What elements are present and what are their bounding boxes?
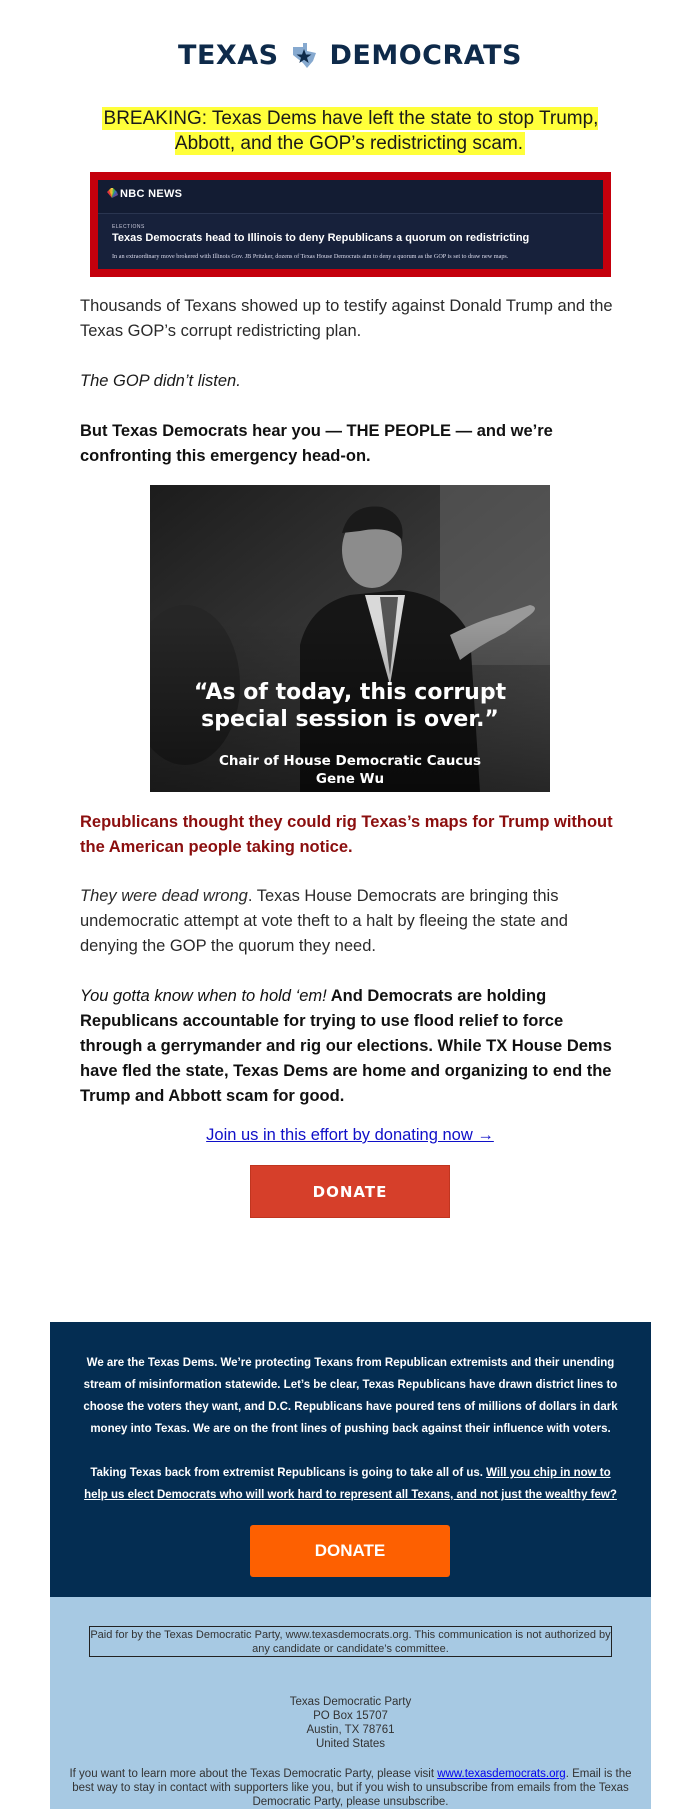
- paragraph-5-emphasis: They were dead wrong: [80, 887, 248, 905]
- unsubscribe-text: [60, 1767, 641, 1809]
- body-paragraph-2: The GOP didn’t listen.: [80, 372, 241, 390]
- footer-about-section: [50, 1322, 651, 1597]
- photo-quote-line-1: “As of today, this corrupt: [193, 680, 507, 705]
- donate-button[interactable]: DONATE: [250, 1165, 450, 1218]
- fine-print-after: . Email is the best way to stay in contact with supporters like you, but if you wish to unsubscribe from emails from the Texas Democratic Party, please unsubscribe.: [72, 1768, 632, 1808]
- body-paragraph-6: [80, 984, 625, 1109]
- body-paragraph-3: But Texas Democrats hear you — THE PEOPLE — and we’re confronting this emergency head-on.: [80, 422, 553, 465]
- news-headline: Texas Democrats head to Illinois to deny Republicans a quorum on redistricting: [112, 232, 530, 244]
- news-card-topbar: [98, 180, 603, 214]
- paragraph-6-emphasis: You gotta know when to hold ‘em!: [80, 987, 327, 1005]
- news-section-label: ELECTIONS: [112, 224, 145, 230]
- paid-for-disclaimer: Paid for by the Texas Democratic Party, www.texasdemocrats.org. This communication is not authorized by any candidate or candidate’s committee.: [89, 1626, 612, 1657]
- photo-caption-line-2: Gene Wu: [315, 771, 385, 787]
- news-subhead: In an extraordinary move brokered with Illinois Gov. JB Pritzker, dozens of Texas House Democrats aim to deny a quorum as the GOP is set to draw new maps.: [112, 253, 509, 260]
- footer-ask-link[interactable]: Will you chip in now to help us elect Democrats who will work hard to represent all Texans, and not just the wealthy few?: [84, 1467, 617, 1501]
- footer-ask-plain: Taking Texas back from extremist Republicans is going to take all of us.: [90, 1467, 487, 1479]
- body-paragraph-1: Thousands of Texans showed up to testify against Donald Trump and the Texas GOP’s corrupt redistricting plan.: [80, 297, 613, 340]
- address-city: Austin, TX 78761: [306, 1724, 395, 1736]
- photo-background: [150, 485, 550, 792]
- breaking-text: BREAKING: Texas Dems have left the state to stop Trump, Abbott, and the GOP’s redistricting scam.: [103, 108, 599, 154]
- breaking-headline: [70, 106, 630, 156]
- footer-about-text: We are the Texas Dems. We’re protecting Texans from Republican extremists and their unending stream of misinformation statewide. Let’s be clear, Texas Republicans have drawn district lines to choose the voters they want, and D.C. Republicans have poured tens of millions of dollars in dark money into Texas. We are on the front lines of pushing back against their influence with voters.: [83, 1357, 618, 1435]
- join-donate-link[interactable]: Join us in this effort by donating now →: [206, 1126, 494, 1144]
- gene-wu-quote-image[interactable]: [150, 485, 550, 792]
- photo-caption: [150, 752, 550, 788]
- texas-star-icon: [289, 41, 319, 71]
- website-link[interactable]: www.texasdemocrats.org: [437, 1768, 566, 1780]
- photo-caption-line-1: Chair of House Democratic Caucus: [218, 753, 482, 769]
- body-paragraph-5: [80, 884, 625, 959]
- footer-donate-button[interactable]: DONATE: [250, 1525, 450, 1577]
- footer-ask-text: [80, 1462, 621, 1506]
- join-effort-row: [0, 1126, 700, 1145]
- mailing-address: [50, 1695, 651, 1751]
- texas-democrats-logo[interactable]: [0, 40, 700, 72]
- fine-print-before: If you want to learn more about the Texas Democratic Party, please visit: [69, 1768, 438, 1780]
- logo-text-right: DEMOCRATS: [329, 40, 522, 71]
- paragraph-5-text: . Texas House Democrats are bringing this undemocratic attempt at vote theft to a halt by fleeing the state and denying the GOP the quorum they need.: [80, 887, 568, 955]
- nbc-brand-text: NBC NEWS: [120, 188, 183, 200]
- footer-legal-section: [50, 1597, 651, 1809]
- address-po-box: PO Box 15707: [313, 1710, 388, 1722]
- nbc-peacock-icon: [106, 188, 118, 198]
- logo-text-left: TEXAS: [178, 40, 279, 71]
- address-org: Texas Democratic Party: [289, 1696, 412, 1708]
- address-country: United States: [315, 1738, 386, 1750]
- body-paragraph-4: Republicans thought they could rig Texas’s maps for Trump without the American people taking notice.: [80, 813, 613, 856]
- paragraph-6-text: And Democrats are holding Republicans accountable for trying to use flood relief to force through a gerrymander and rig our elections. While TX House Dems have fled the state, Texas Dems are home and organizing to end the Trump and Abbott scam for good.: [80, 987, 612, 1105]
- photo-quote: [150, 679, 550, 733]
- nbc-brand: [106, 188, 182, 200]
- news-card-image[interactable]: [90, 172, 611, 277]
- photo-quote-line-2: special session is over.”: [201, 707, 499, 732]
